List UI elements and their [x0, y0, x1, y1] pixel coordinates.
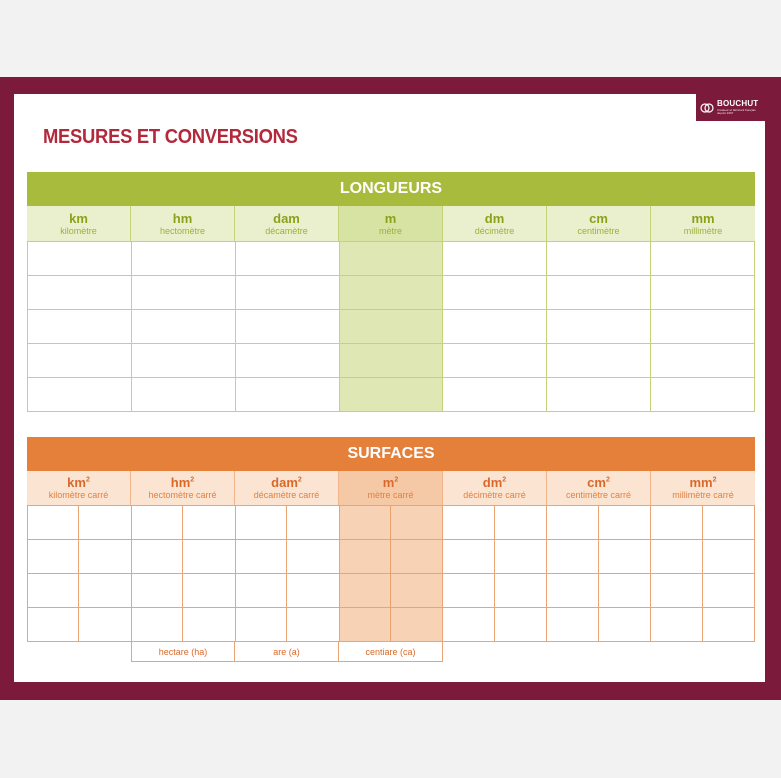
footer-spacer — [27, 642, 131, 662]
table-row — [28, 505, 131, 539]
table-cell[interactable] — [391, 608, 442, 641]
unit-symbol — [485, 211, 505, 226]
footer-spacer — [651, 642, 755, 662]
unit-symbol-text: km — [69, 210, 88, 226]
longueurs-header-km — [27, 206, 131, 241]
table-cell[interactable] — [443, 608, 494, 641]
table-row — [236, 505, 339, 539]
surfaces-column-cm — [547, 505, 651, 641]
table-cell[interactable] — [79, 574, 130, 607]
table-row — [443, 505, 546, 539]
table-row — [28, 539, 131, 573]
table-cell[interactable] — [79, 506, 130, 539]
table-cell[interactable] — [547, 540, 598, 573]
unit-name: kilomètre carré — [48, 490, 109, 500]
table-row — [132, 505, 235, 539]
unit-symbol-text: cm — [589, 210, 608, 226]
unit-name: décimètre carré — [463, 490, 526, 500]
table-cell[interactable] — [651, 608, 702, 641]
longueurs-column-dm — [443, 241, 547, 411]
surfaces-header-row — [27, 471, 755, 505]
surface-alias-label: are (a) — [235, 642, 339, 662]
table-row — [547, 573, 650, 607]
table-cell[interactable] — [132, 377, 235, 411]
table-cell[interactable] — [183, 608, 234, 641]
surfaces-footer-row — [27, 642, 755, 662]
unit-name: millimètre — [683, 225, 723, 236]
table-row — [443, 573, 546, 607]
table-cell[interactable] — [340, 241, 443, 275]
surfaces-header-hm — [131, 471, 235, 505]
table-cell[interactable] — [236, 574, 287, 607]
unit-symbol-text: dam — [273, 210, 300, 226]
table-row — [340, 573, 443, 607]
table-cell[interactable] — [391, 574, 442, 607]
table-row — [340, 607, 443, 641]
table-cell[interactable] — [599, 574, 650, 607]
table-cell[interactable] — [443, 506, 494, 539]
table-row — [651, 505, 754, 539]
longueurs-header-mm — [651, 206, 755, 241]
unit-symbol-text: cm — [587, 475, 606, 490]
table-cell[interactable] — [287, 608, 338, 641]
unit-symbol-text: mm — [691, 210, 715, 226]
table-cell[interactable] — [340, 540, 391, 573]
unit-symbol-text: hm — [172, 210, 193, 226]
surface-alias-label: centiare (ca) — [339, 642, 443, 662]
table-row — [340, 539, 443, 573]
unit-symbol — [385, 211, 397, 226]
longueurs-header-row — [27, 206, 755, 241]
table-cell[interactable] — [287, 574, 338, 607]
unit-symbol-text: km — [67, 475, 86, 490]
surfaces-column-dam — [236, 505, 340, 641]
table-cell[interactable] — [651, 540, 702, 573]
table-cell[interactable] — [547, 275, 650, 309]
table-cell[interactable] — [703, 608, 754, 641]
table-cell[interactable] — [236, 377, 339, 411]
unit-exponent: 2 — [85, 476, 90, 484]
unit-name: kilomètre — [60, 225, 97, 236]
surfaces-column-m — [340, 505, 444, 641]
surfaces-column-hm — [132, 505, 236, 641]
table-row — [132, 607, 235, 641]
unit-exponent: 2 — [190, 476, 195, 484]
brand-logo — [696, 94, 765, 121]
surfaces-header-dm — [443, 471, 547, 505]
table-cell[interactable] — [28, 574, 79, 607]
table-cell[interactable] — [651, 343, 754, 377]
table-cell[interactable] — [391, 506, 442, 539]
table-row — [236, 607, 339, 641]
table-cell[interactable] — [132, 309, 235, 343]
table-cell[interactable] — [183, 506, 234, 539]
surfaces-header-mm — [651, 471, 755, 505]
unit-symbol — [589, 211, 608, 226]
table-cell[interactable] — [703, 540, 754, 573]
footer-spacer — [443, 642, 547, 662]
unit-symbol-text: dm — [484, 210, 505, 226]
table-cell[interactable] — [340, 608, 391, 641]
table-cell[interactable] — [340, 574, 391, 607]
table-cell[interactable] — [183, 574, 234, 607]
table-cell[interactable] — [132, 241, 235, 275]
unit-exponent: 2 — [502, 476, 507, 484]
table-cell[interactable] — [443, 343, 546, 377]
table-cell[interactable] — [495, 608, 546, 641]
unit-symbol — [273, 211, 300, 226]
table-cell[interactable] — [443, 241, 546, 275]
table-cell[interactable] — [287, 506, 338, 539]
unit-name: mètre carré — [367, 490, 414, 500]
table-cell[interactable] — [495, 540, 546, 573]
longueurs-banner: LONGUEURS — [27, 172, 755, 206]
unit-symbol — [587, 475, 610, 490]
unit-symbol — [691, 211, 714, 226]
surfaces-header-km — [27, 471, 131, 505]
longueurs-column-dam — [236, 241, 340, 411]
table-cell[interactable] — [340, 343, 443, 377]
longueurs-header-dam — [235, 206, 339, 241]
unit-symbol — [69, 211, 88, 226]
table-cell[interactable] — [132, 275, 235, 309]
table-cell[interactable] — [28, 377, 131, 411]
table-row — [651, 607, 754, 641]
unit-symbol — [689, 475, 716, 490]
unit-symbol-text: m — [384, 210, 397, 226]
unit-exponent: 2 — [605, 476, 610, 484]
table-row — [236, 539, 339, 573]
table-cell[interactable] — [132, 608, 183, 641]
table-cell[interactable] — [651, 506, 702, 539]
table-cell[interactable] — [547, 241, 650, 275]
table-cell[interactable] — [547, 377, 650, 411]
table-cell[interactable] — [651, 275, 754, 309]
table-cell[interactable] — [547, 506, 598, 539]
surfaces-grid — [27, 505, 755, 642]
longueurs-column-cm — [547, 241, 651, 411]
table-cell[interactable] — [340, 377, 443, 411]
unit-exponent: 2 — [297, 476, 302, 484]
table-cell[interactable] — [340, 275, 443, 309]
table-cell[interactable] — [28, 608, 79, 641]
unit-name: mètre — [378, 225, 402, 236]
table-cell[interactable] — [236, 309, 339, 343]
table-row — [651, 573, 754, 607]
table-cell[interactable] — [28, 309, 131, 343]
table-cell[interactable] — [443, 309, 546, 343]
table-row — [443, 607, 546, 641]
unit-symbol-text: dam — [271, 475, 298, 490]
longueurs-table — [27, 172, 755, 412]
unit-symbol — [173, 211, 193, 226]
surfaces-header-cm — [547, 471, 651, 505]
surfaces-header-m — [339, 471, 443, 505]
surfaces-column-dm — [443, 505, 547, 641]
table-cell[interactable] — [547, 309, 650, 343]
table-cell[interactable] — [132, 540, 183, 573]
unit-name: hectomètre — [159, 225, 206, 236]
brand-tagline: Créateur et fabricant français depuis 1997 — [717, 108, 756, 115]
unit-name: décamètre carré — [253, 490, 320, 500]
table-cell[interactable] — [287, 540, 338, 573]
table-row — [547, 607, 650, 641]
unit-symbol — [171, 475, 194, 490]
table-cell[interactable] — [599, 540, 650, 573]
longueurs-grid — [27, 241, 755, 412]
longueurs-header-cm — [547, 206, 651, 241]
table-cell[interactable] — [236, 540, 287, 573]
unit-symbol — [483, 475, 506, 490]
table-cell[interactable] — [443, 377, 546, 411]
longueurs-column-mm — [651, 241, 755, 411]
table-cell[interactable] — [28, 241, 131, 275]
longueurs-column-hm — [132, 241, 236, 411]
table-row — [132, 573, 235, 607]
table-cell[interactable] — [495, 506, 546, 539]
table-cell[interactable] — [236, 241, 339, 275]
table-cell[interactable] — [340, 506, 391, 539]
table-cell[interactable] — [443, 275, 546, 309]
table-cell[interactable] — [236, 343, 339, 377]
table-cell[interactable] — [495, 574, 546, 607]
page-title: MESURES ET CONVERSIONS — [43, 126, 298, 148]
surfaces-column-km — [28, 505, 132, 641]
table-cell[interactable] — [132, 343, 235, 377]
unit-name: centimètre carré — [565, 490, 632, 500]
surfaces-table — [27, 437, 755, 662]
unit-symbol-text: dm — [482, 475, 503, 490]
table-cell[interactable] — [443, 540, 494, 573]
footer-spacer — [547, 642, 651, 662]
unit-exponent: 2 — [712, 476, 717, 484]
unit-name: hectomètre carré — [148, 490, 217, 500]
table-cell[interactable] — [28, 540, 79, 573]
table-row — [28, 607, 131, 641]
table-cell[interactable] — [703, 574, 754, 607]
conversion-sheet — [14, 94, 765, 682]
unit-symbol-text: m — [382, 475, 395, 490]
table-cell[interactable] — [183, 540, 234, 573]
table-cell[interactable] — [547, 343, 650, 377]
table-cell[interactable] — [79, 540, 130, 573]
table-cell[interactable] — [443, 574, 494, 607]
surface-alias-label: hectare (ha) — [131, 642, 235, 662]
table-row — [547, 539, 650, 573]
table-cell[interactable] — [651, 309, 754, 343]
table-row — [547, 505, 650, 539]
table-cell[interactable] — [236, 275, 339, 309]
unit-name: décamètre — [265, 225, 308, 236]
table-cell[interactable] — [132, 574, 183, 607]
unit-name: millimètre carré — [672, 490, 734, 500]
longueurs-header-hm — [131, 206, 235, 241]
unit-symbol — [67, 475, 90, 490]
unit-name: décimètre — [474, 225, 515, 236]
table-cell[interactable] — [599, 608, 650, 641]
table-cell[interactable] — [547, 574, 598, 607]
table-cell[interactable] — [28, 506, 79, 539]
surfaces-banner: SURFACES — [27, 437, 755, 471]
brand-name: BOUCHUT — [717, 99, 759, 108]
whiteboard-frame — [0, 77, 781, 700]
table-row — [132, 539, 235, 573]
table-cell[interactable] — [547, 608, 598, 641]
longueurs-header-dm — [443, 206, 547, 241]
unit-symbol — [271, 475, 302, 490]
surfaces-header-dam — [235, 471, 339, 505]
longueurs-column-km — [28, 241, 132, 411]
table-cell[interactable] — [599, 506, 650, 539]
longueurs-header-m — [339, 206, 443, 241]
unit-symbol-text: mm — [689, 475, 713, 490]
table-cell[interactable] — [79, 608, 130, 641]
table-cell[interactable] — [703, 506, 754, 539]
table-cell[interactable] — [28, 275, 131, 309]
surfaces-column-mm — [651, 505, 755, 641]
table-cell[interactable] — [236, 506, 287, 539]
unit-name: centimètre — [577, 225, 620, 236]
unit-symbol-text: hm — [170, 475, 191, 490]
table-row — [28, 573, 131, 607]
longueurs-column-m — [340, 241, 444, 411]
table-row — [443, 539, 546, 573]
table-row — [651, 539, 754, 573]
table-cell[interactable] — [28, 343, 131, 377]
table-cell[interactable] — [132, 506, 183, 539]
table-cell[interactable] — [651, 241, 754, 275]
table-cell[interactable] — [391, 540, 442, 573]
table-cell[interactable] — [236, 608, 287, 641]
unit-symbol — [383, 475, 398, 490]
table-cell[interactable] — [340, 309, 443, 343]
table-cell[interactable] — [651, 377, 754, 411]
table-row — [340, 505, 443, 539]
table-row — [236, 573, 339, 607]
table-cell[interactable] — [651, 574, 702, 607]
brand-mark-icon — [700, 101, 714, 115]
unit-exponent: 2 — [394, 476, 399, 484]
